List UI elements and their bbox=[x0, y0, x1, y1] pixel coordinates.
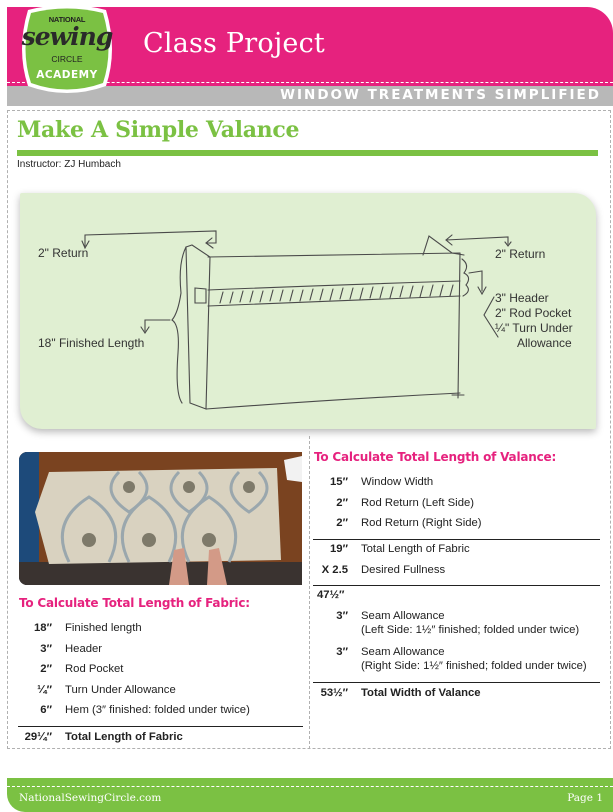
fabric-total-rule bbox=[18, 726, 303, 727]
row-amount: 2″ bbox=[336, 496, 348, 509]
footer-website-link[interactable]: NationalSewingCircle.com bbox=[19, 792, 162, 804]
total-amount: 29¼″ bbox=[24, 731, 52, 743]
valance-subtotal-row bbox=[313, 543, 603, 564]
fabric-total bbox=[17, 731, 303, 752]
total-description: Total Width of Valance bbox=[361, 687, 481, 699]
logo bbox=[14, 2, 120, 98]
row-amount: X 2.5 bbox=[321, 563, 348, 576]
fabric-calc-heading: To Calculate Total Length of Fabric: bbox=[19, 596, 250, 610]
fabric-calc-row bbox=[17, 684, 303, 705]
row-amount: 18″ bbox=[34, 622, 52, 634]
row-amount: 2″ bbox=[40, 663, 52, 675]
logo-sewing: sewing bbox=[21, 22, 113, 51]
row-description: Turn Under Allowance bbox=[65, 683, 176, 696]
title-rule bbox=[17, 150, 598, 156]
fabric-calc-row bbox=[17, 663, 303, 684]
valance-subtotal-row bbox=[313, 564, 603, 585]
product-amount: 47½″ bbox=[317, 589, 345, 601]
row-description: Header bbox=[65, 642, 103, 655]
row-description: Rod Return (Left Side) bbox=[361, 496, 475, 509]
row-description: Window Width bbox=[361, 476, 434, 488]
seam-row bbox=[313, 610, 603, 646]
row-description: Finished length bbox=[65, 622, 142, 634]
fabric-calc-table bbox=[17, 622, 303, 725]
logo-circle: CIRCLE bbox=[51, 54, 83, 64]
valance-product-row bbox=[313, 589, 603, 610]
fabric-calc-row bbox=[17, 643, 303, 664]
page-title: Make A Simple Valance bbox=[17, 117, 300, 143]
valance-subtotal bbox=[313, 543, 603, 584]
label-allowance: Allowance bbox=[517, 336, 572, 350]
row-amount: 6″ bbox=[40, 704, 52, 716]
row-description: Hem (3″ finished: folded under twice) bbox=[65, 704, 250, 716]
row-description: Desired Fullness bbox=[361, 563, 446, 576]
fabric-calc-row bbox=[17, 622, 303, 643]
row-amount: ¼″ bbox=[37, 683, 52, 696]
label-right-return: 2" Return bbox=[495, 247, 546, 261]
label-rod-pocket: 2" Rod Pocket bbox=[495, 306, 572, 320]
fabric-calc-row bbox=[17, 704, 303, 725]
total-amount: 53½″ bbox=[320, 687, 348, 699]
valance-product-rule bbox=[313, 585, 600, 586]
row-amount: 19″ bbox=[330, 543, 348, 555]
row-amount: 3″ bbox=[40, 642, 52, 655]
row-amount: 15″ bbox=[330, 476, 348, 488]
row-amount: 2″ bbox=[336, 517, 348, 529]
footer-divider bbox=[7, 786, 613, 787]
label-finished-length: 18" Finished Length bbox=[38, 336, 145, 350]
logo-academy: ACADEMY bbox=[36, 69, 98, 81]
seam-row bbox=[313, 646, 603, 682]
header-title: Class Project bbox=[143, 28, 325, 59]
valance-total-row bbox=[313, 687, 603, 708]
total-description: Total Length of Fabric bbox=[65, 731, 183, 743]
valance-seams bbox=[313, 610, 603, 682]
valance-total bbox=[313, 687, 603, 708]
row-description: Seam Allowance bbox=[361, 646, 445, 658]
valance-calc-row bbox=[313, 497, 603, 518]
row-amount: 3″ bbox=[336, 610, 348, 622]
row-detail: (Left Side: 1½″ finished; folded under twice) bbox=[361, 624, 580, 636]
fabric-photo-image-icon bbox=[19, 452, 302, 585]
series-title: WINDOW TREATMENTS SIMPLIFIED bbox=[280, 87, 601, 103]
fabric-photo bbox=[19, 452, 302, 585]
valance-product bbox=[313, 589, 603, 610]
logo-national: NATIONAL bbox=[48, 15, 86, 24]
valance-diagram bbox=[20, 193, 596, 429]
instructor-line: Instructor: ZJ Humbach bbox=[17, 159, 121, 170]
valance-subtotal-rule bbox=[313, 539, 600, 540]
column-divider bbox=[309, 436, 310, 749]
valance-calc-table bbox=[313, 476, 603, 538]
label-left-return: 2" Return bbox=[38, 246, 89, 260]
row-description: Rod Return (Right Side) bbox=[361, 517, 482, 529]
page-number: Page 1 bbox=[567, 792, 603, 804]
fabric-total-row bbox=[17, 731, 303, 752]
row-description: Total Length of Fabric bbox=[361, 543, 470, 555]
row-description: Rod Pocket bbox=[65, 663, 124, 675]
label-turn-under: ¼" Turn Under bbox=[495, 321, 573, 335]
valance-total-rule bbox=[313, 682, 600, 683]
valance-calc-heading: To Calculate Total Length of Valance: bbox=[314, 450, 557, 464]
row-amount: 3″ bbox=[336, 646, 348, 658]
valance-calc-row bbox=[313, 517, 603, 538]
row-detail: (Right Side: 1½″ finished; folded under twice) bbox=[361, 660, 587, 672]
valance-calc-row bbox=[313, 476, 603, 497]
row-description: Seam Allowance bbox=[361, 610, 445, 622]
label-header: 3" Header bbox=[495, 291, 549, 305]
